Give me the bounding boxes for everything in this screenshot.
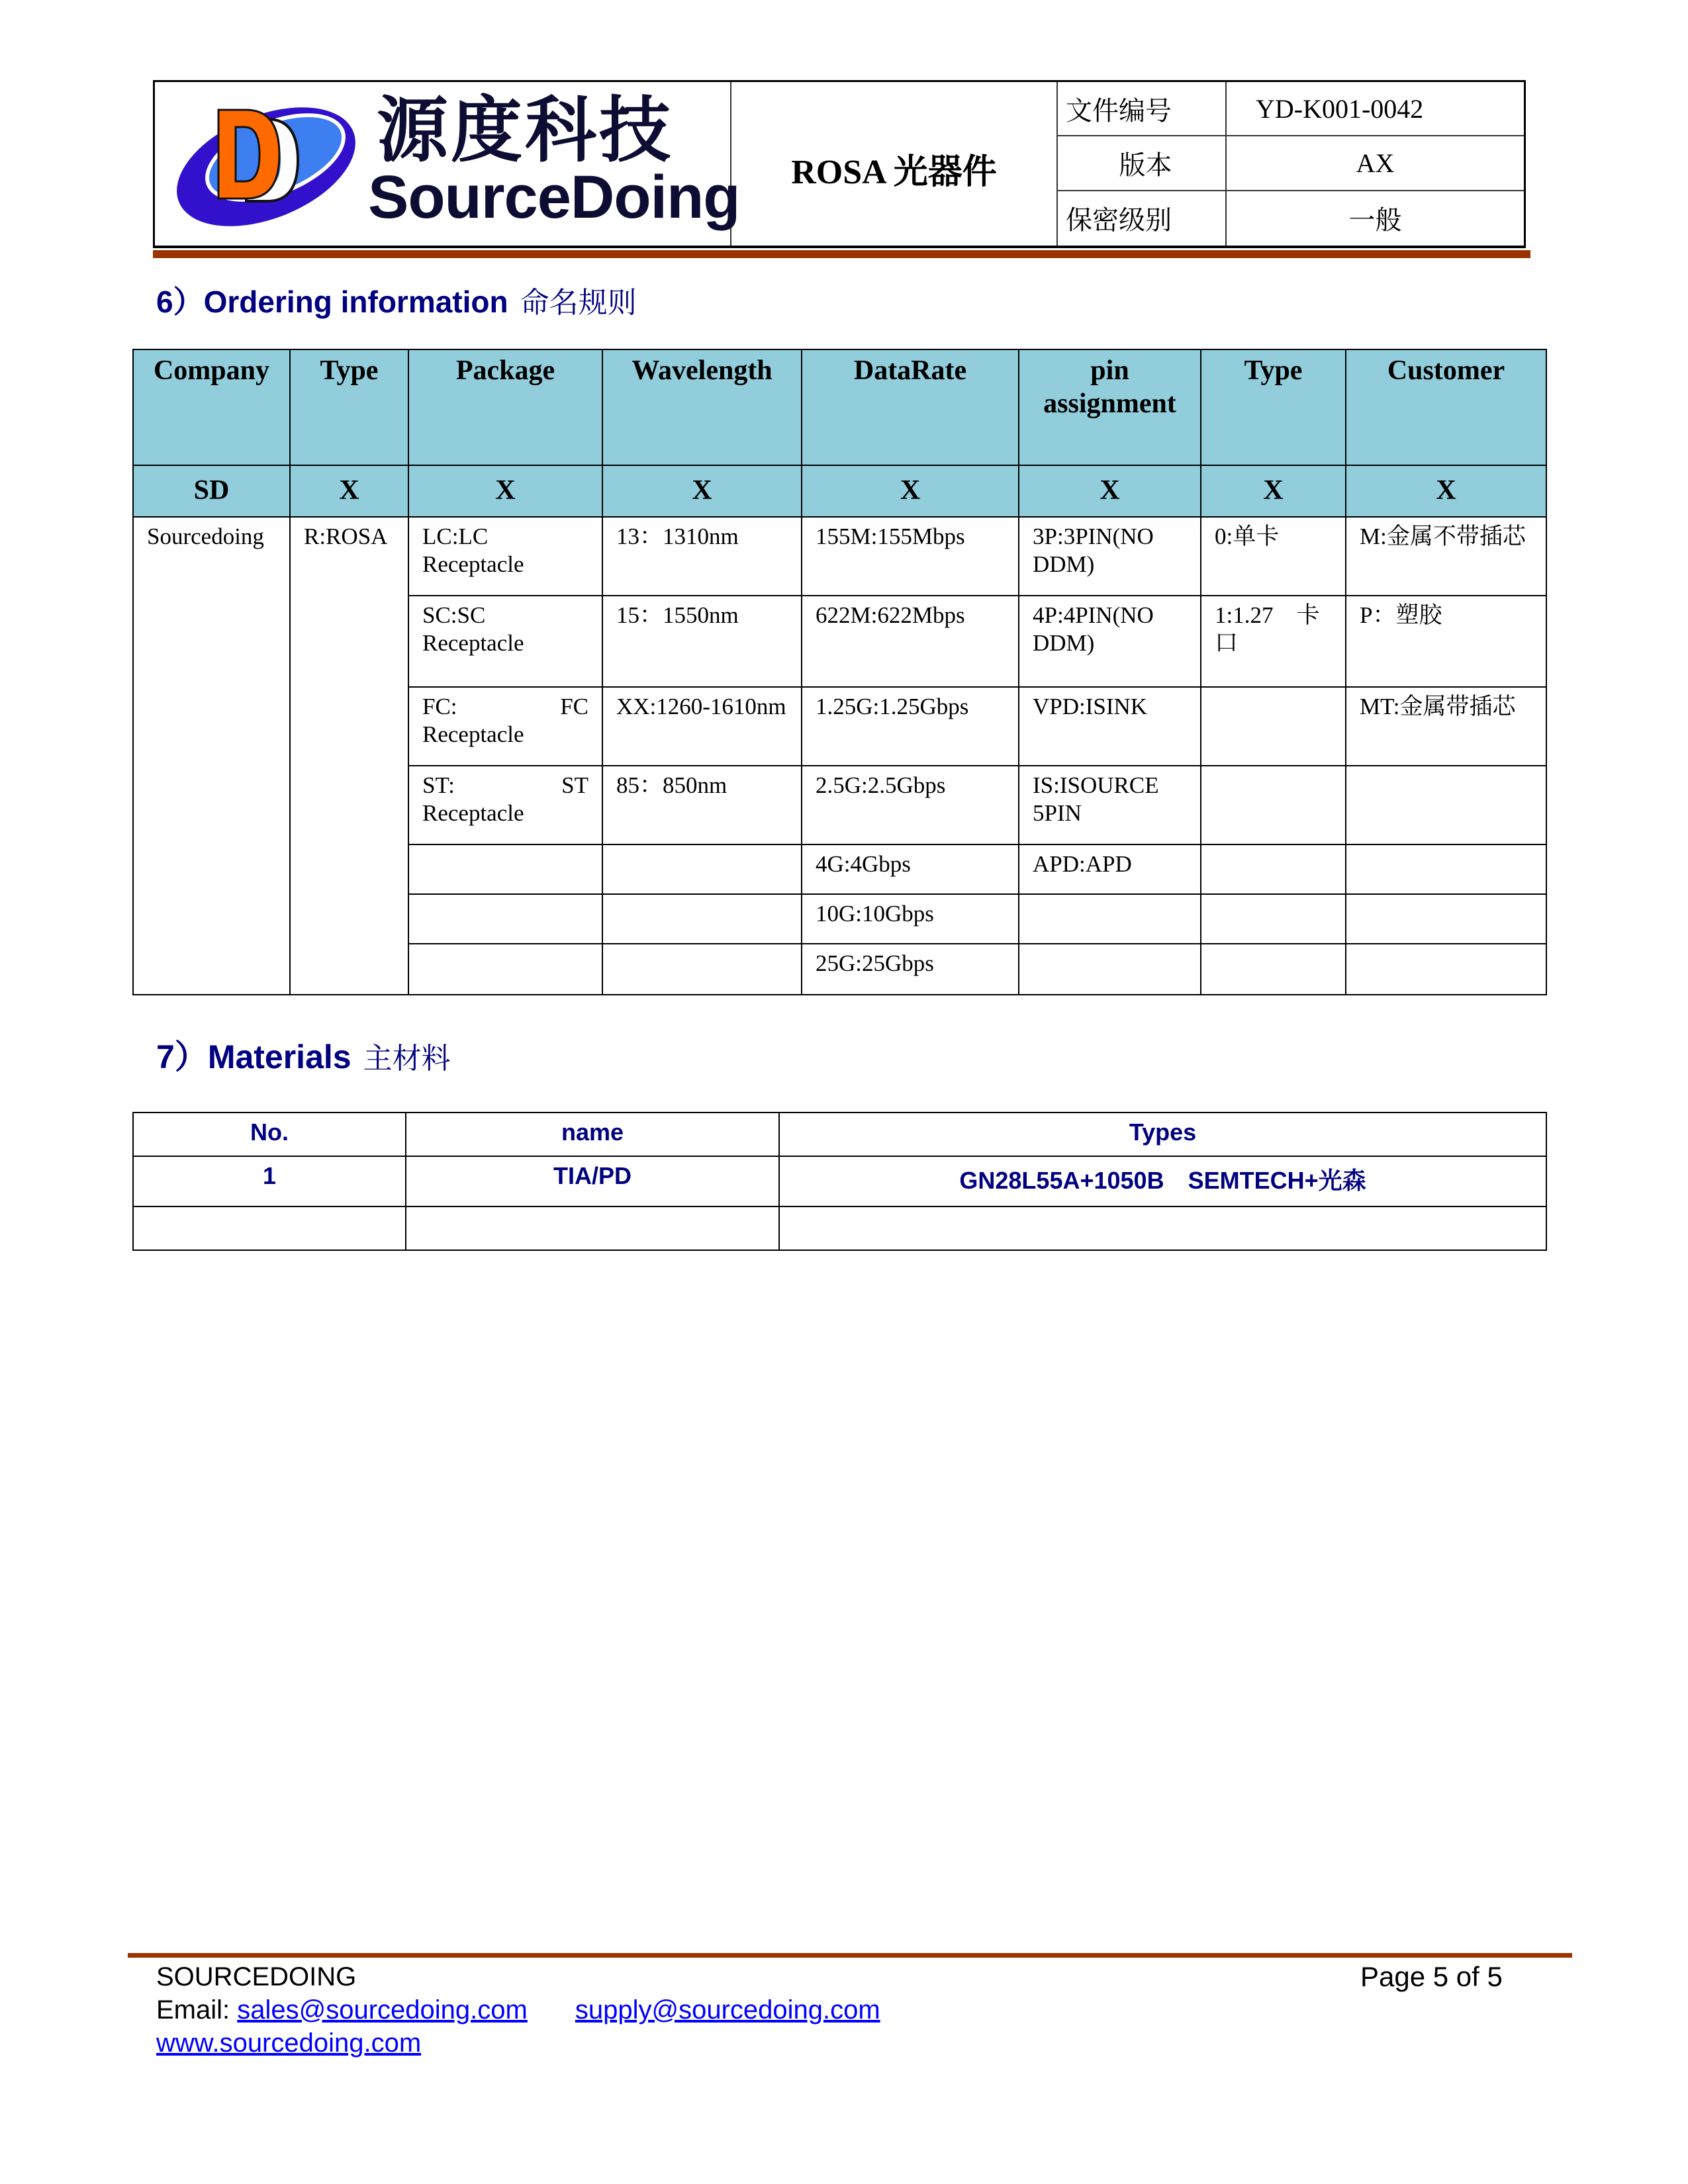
package-cell: ST: ST Receptacle [408,766,602,844]
footer-divider [128,1953,1572,1958]
datarate-cell: 25G:25Gbps [802,944,1019,995]
supply-email-link[interactable]: supply@sourcedoing.com [575,1995,880,2025]
customer-cell [1346,894,1546,944]
customer-cell [1346,944,1546,995]
materials-header-row [133,1113,1546,1156]
footer-company: SOURCEDOING [156,1962,357,1991]
datarate-cell: 2.5G:2.5Gbps [802,766,1019,844]
code-wavelength: X [602,465,802,517]
page-footer [156,1960,880,2060]
ordering-heading-en: Ordering information [203,285,508,319]
type2-cell [1201,944,1346,995]
code-package: X [408,465,602,517]
ordering-code-row [133,465,1546,517]
footer-email-line [156,1993,880,2026]
materials-heading-cn: 主材料 [363,1042,451,1075]
version-label: 版本 [1058,136,1227,191]
document-title: ROSA 光器件 [731,82,1058,246]
pin-cell: 4P:4PIN(NO DDM) [1019,596,1201,687]
datarate-cell: 4G:4Gbps [802,844,1019,894]
col-wavelength: Wavelength [602,349,802,465]
logo-cell [155,82,740,246]
material-no [133,1206,406,1250]
materials-table [132,1112,1547,1251]
type2-cell [1201,687,1346,766]
type2-cell [1201,894,1346,944]
col-types: Types [779,1113,1546,1156]
code-company: SD [133,465,290,517]
type-cell: R:ROSA [290,517,408,995]
col-type: Type [290,349,408,465]
type2-cell [1201,766,1346,844]
package-cell [408,944,602,995]
package-cell: SC:SC Receptacle [408,596,602,687]
code-datarate: X [802,465,1019,517]
materials-heading-en: Materials [207,1038,352,1075]
page-number: Page 5 of 5 [1360,1961,1503,1992]
table-row [133,517,1546,596]
doc-number-label: 文件编号 [1058,82,1227,136]
wavelength-cell [602,894,802,944]
code-type: X [290,465,408,517]
wavelength-cell: XX:1260-1610nm [602,687,802,766]
sales-email-link[interactable]: sales@sourcedoing.com [237,1995,528,2025]
package-cell: LC:LC Receptacle [408,517,602,596]
code-type2: X [1201,465,1346,517]
col-type2: Type [1201,349,1346,465]
version-value: AX [1227,136,1524,191]
material-name: TIA/PD [406,1156,779,1206]
ordering-heading-number: 6） [156,285,204,319]
wavelength-cell: 85：850nm [602,766,802,844]
col-pin-assignment: pin assignment [1019,349,1201,465]
material-name [406,1206,779,1250]
customer-cell [1346,844,1546,894]
pin-cell [1019,894,1201,944]
datarate-cell: 155M:155Mbps [802,517,1019,596]
package-cell [408,894,602,944]
customer-cell: MT:金属带插芯 [1346,687,1546,766]
datarate-cell: 1.25G:1.25Gbps [802,687,1019,766]
ordering-heading-cn: 命名规则 [520,286,637,320]
pin-cell [1019,944,1201,995]
wavelength-cell: 15：1550nm [602,596,802,687]
col-company: Company [133,349,290,465]
wavelength-cell [602,844,802,894]
company-cell: Sourcedoing [133,517,290,995]
pin-cell: APD:APD [1019,844,1201,894]
col-name: name [406,1113,779,1156]
datarate-cell: 622M:622Mbps [802,596,1019,687]
pin-cell: IS:ISOURCE 5PIN [1019,766,1201,844]
material-types [779,1206,1546,1250]
customer-cell [1346,766,1546,844]
document-header [153,80,1526,248]
pin-cell: VPD:ISINK [1019,687,1201,766]
col-datarate: DataRate [802,349,1019,465]
type2-cell: 0:单卡 [1201,517,1346,596]
package-cell: FC: FC Receptacle [408,687,602,766]
document-meta [1058,82,1524,246]
logo-english-name: SourceDoing [368,163,740,231]
material-types: GN28L55A+1050B SEMTECH+光森 [779,1156,1546,1206]
wavelength-cell: 13：1310nm [602,517,802,596]
code-customer: X [1346,465,1546,517]
pin-cell: 3P:3PIN(NO DDM) [1019,517,1201,596]
logo-chinese-name: 源度科技 [377,89,674,172]
customer-cell: P：塑胶 [1346,596,1546,687]
code-pin: X [1019,465,1201,517]
website-link[interactable]: www.sourcedoing.com [156,2028,422,2058]
col-no: No. [133,1113,406,1156]
type2-cell: 1:1.27 卡口 [1201,596,1346,687]
header-divider [153,250,1530,258]
company-logo-icon [168,93,373,238]
col-customer: Customer [1346,349,1546,465]
confidentiality-label: 保密级别 [1058,191,1227,246]
type2-cell [1201,844,1346,894]
datarate-cell: 10G:10Gbps [802,894,1019,944]
table-row [133,1156,1546,1206]
col-package: Package [408,349,602,465]
ordering-heading [156,278,637,322]
ordering-table [132,349,1547,995]
material-no: 1 [133,1156,406,1206]
ordering-header-row [133,349,1546,465]
confidentiality-value: 一般 [1348,205,1402,236]
wavelength-cell [602,944,802,995]
materials-heading-number: 7） [156,1038,208,1075]
customer-cell: M:金属不带插芯 [1346,517,1546,596]
table-row [133,1206,1546,1250]
materials-heading [156,1030,451,1078]
email-label: Email: [156,1995,238,2025]
package-cell [408,844,602,894]
doc-number-value: YD-K001-0042 [1227,82,1524,136]
